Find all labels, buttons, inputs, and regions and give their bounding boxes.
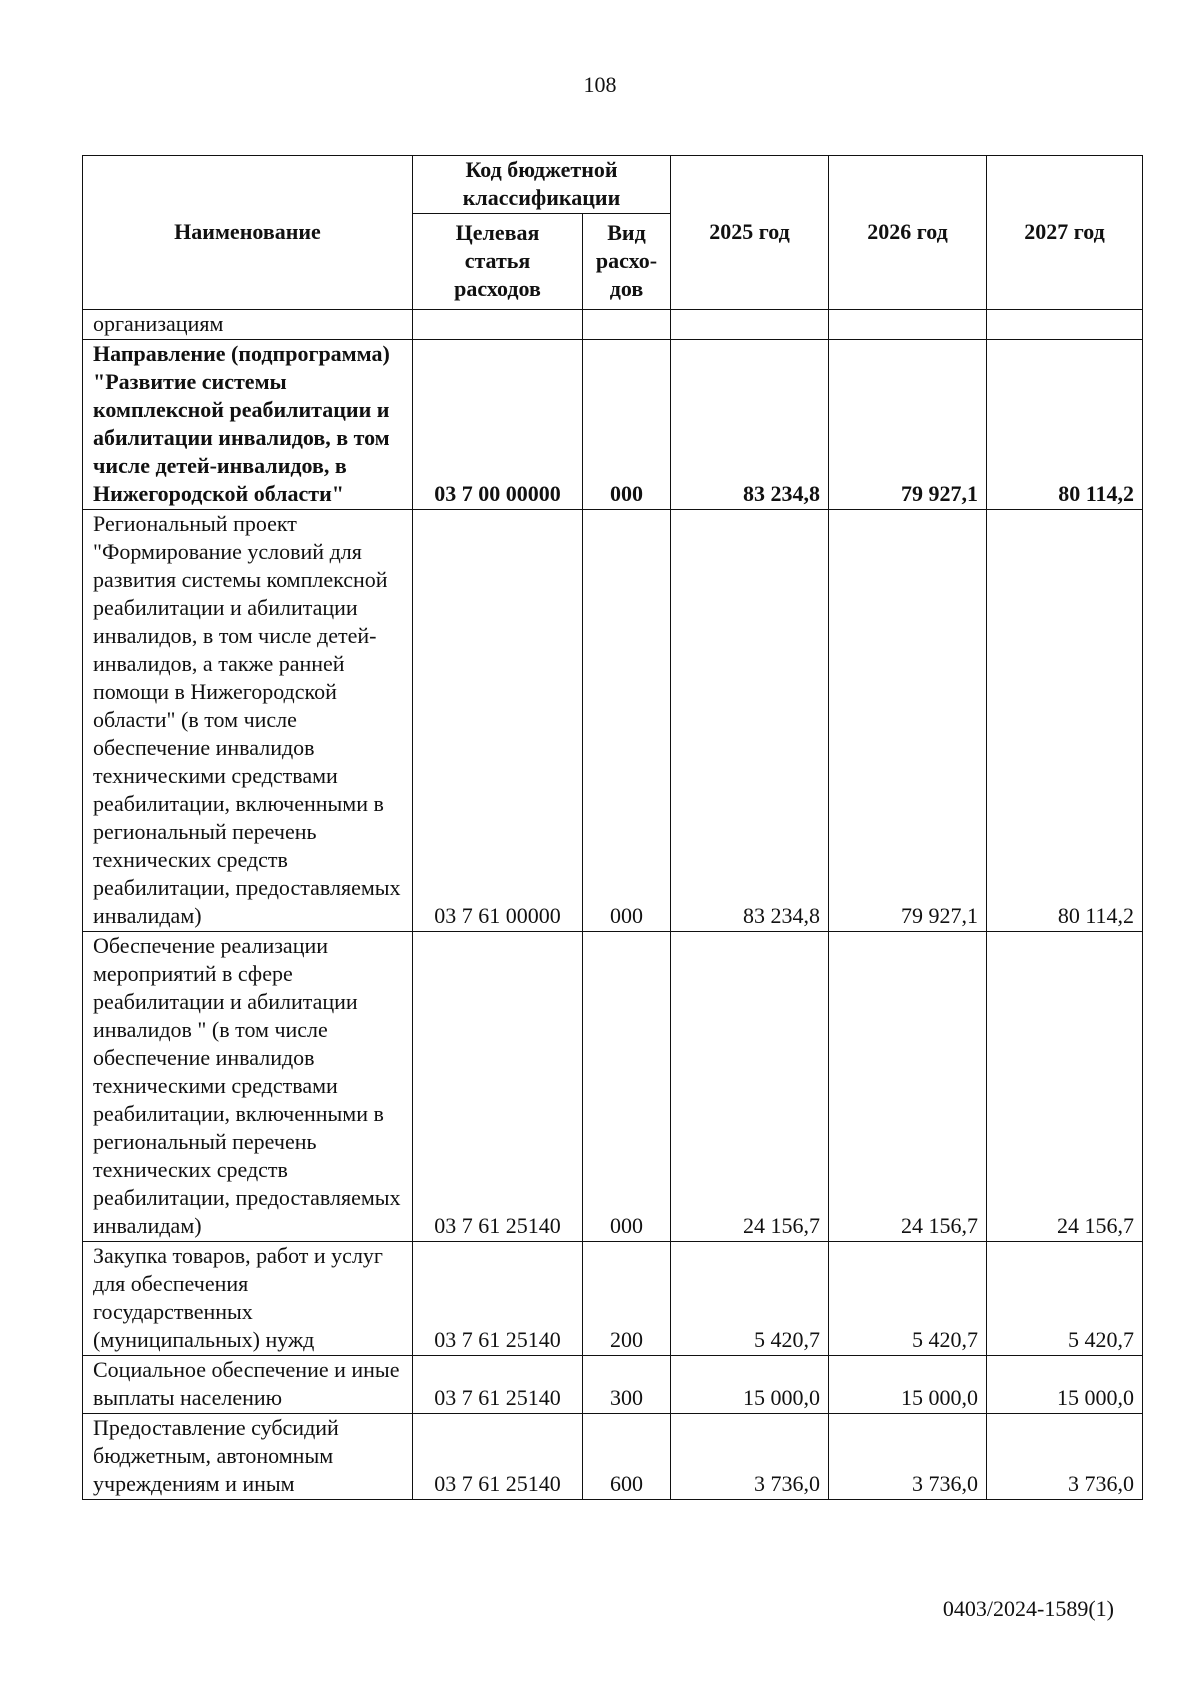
row-value-2027: 15 000,0: [987, 1356, 1143, 1414]
table-row: [83, 310, 1143, 340]
row-code: [413, 310, 583, 340]
row-value-2026: 15 000,0: [829, 1356, 987, 1414]
row-value-2027: 5 420,7: [987, 1242, 1143, 1356]
header-year-2026: 2026 год: [829, 156, 987, 310]
table-header: [83, 156, 1143, 310]
table-row: [83, 1414, 1143, 1500]
row-name: Региональный проект "Формирование условий для развития системы комплексной реабилитации и абилитации инвалидов, в том числе детей-инвалидов, а также ранней помощи в Нижегородской области" (в том числе обеспечение инвалидов техническими средствами реабилитации, включенными в региональный перечень технических средств реабилитации, предоставляемых инвалидам): [83, 510, 413, 932]
row-value-2027: 3 736,0: [987, 1414, 1143, 1500]
row-code: 03 7 00 00000: [413, 340, 583, 510]
row-value-2025: 83 234,8: [671, 340, 829, 510]
row-value-2026: 3 736,0: [829, 1414, 987, 1500]
row-value-2027: 24 156,7: [987, 932, 1143, 1242]
row-kind: 200: [583, 1242, 671, 1356]
row-kind: 000: [583, 510, 671, 932]
row-value-2027: 80 114,2: [987, 510, 1143, 932]
row-code: 03 7 61 25140: [413, 1356, 583, 1414]
row-kind: [583, 310, 671, 340]
row-value-2026: 24 156,7: [829, 932, 987, 1242]
row-name: Закупка товаров, работ и услуг для обеспечения государственных (муниципальных) нужд: [83, 1242, 413, 1356]
table-row: [83, 510, 1143, 932]
row-name: Направление (подпрограмма) "Развитие системы комплексной реабилитации и абилитации инвалидов, в том числе детей-инвалидов, в Нижегородской области": [83, 340, 413, 510]
table-row: [83, 1242, 1143, 1356]
row-value-2025: 15 000,0: [671, 1356, 829, 1414]
row-name: Социальное обеспечение и иные выплаты населению: [83, 1356, 413, 1414]
row-value-2027: 80 114,2: [987, 340, 1143, 510]
budget-table: [82, 155, 1143, 1500]
row-value-2026: 5 420,7: [829, 1242, 987, 1356]
row-value-2026: [829, 310, 987, 340]
row-value-2025: [671, 310, 829, 340]
row-kind: 000: [583, 340, 671, 510]
table-row: [83, 932, 1143, 1242]
row-kind: 000: [583, 932, 671, 1242]
table-body: [83, 310, 1143, 1500]
header-year-2025: 2025 год: [671, 156, 829, 310]
row-code: 03 7 61 25140: [413, 1242, 583, 1356]
row-name: организациям: [83, 310, 413, 340]
row-value-2027: [987, 310, 1143, 340]
table-row: [83, 340, 1143, 510]
row-kind: 300: [583, 1356, 671, 1414]
row-value-2026: 79 927,1: [829, 340, 987, 510]
row-name: Предоставление субсидий бюджетным, автономным учреждениям и иным: [83, 1414, 413, 1500]
row-value-2025: 83 234,8: [671, 510, 829, 932]
header-expense-kind: Вид расхо-дов: [583, 214, 671, 310]
header-classification: Код бюджетной классификации: [413, 156, 671, 214]
row-value-2026: 79 927,1: [829, 510, 987, 932]
row-code: 03 7 61 25140: [413, 932, 583, 1242]
header-year-2027: 2027 год: [987, 156, 1143, 310]
row-name: Обеспечение реализации мероприятий в сфере реабилитации и абилитации инвалидов " (в том числе обеспечение инвалидов техническими средствами реабилитации, включенными в региональный перечень технических средств реабилитации, предоставляемых инвалидам): [83, 932, 413, 1242]
row-value-2025: 5 420,7: [671, 1242, 829, 1356]
page-number: 108: [583, 72, 617, 97]
row-kind: 600: [583, 1414, 671, 1500]
document-code: 0403/2024-1589(1): [942, 1596, 1114, 1621]
header-name: Наименование: [83, 156, 413, 310]
row-value-2025: 24 156,7: [671, 932, 829, 1242]
row-value-2025: 3 736,0: [671, 1414, 829, 1500]
row-code: 03 7 61 00000: [413, 510, 583, 932]
row-code: 03 7 61 25140: [413, 1414, 583, 1500]
header-target-article: Целевая статья расходов: [413, 214, 583, 310]
table-row: [83, 1356, 1143, 1414]
